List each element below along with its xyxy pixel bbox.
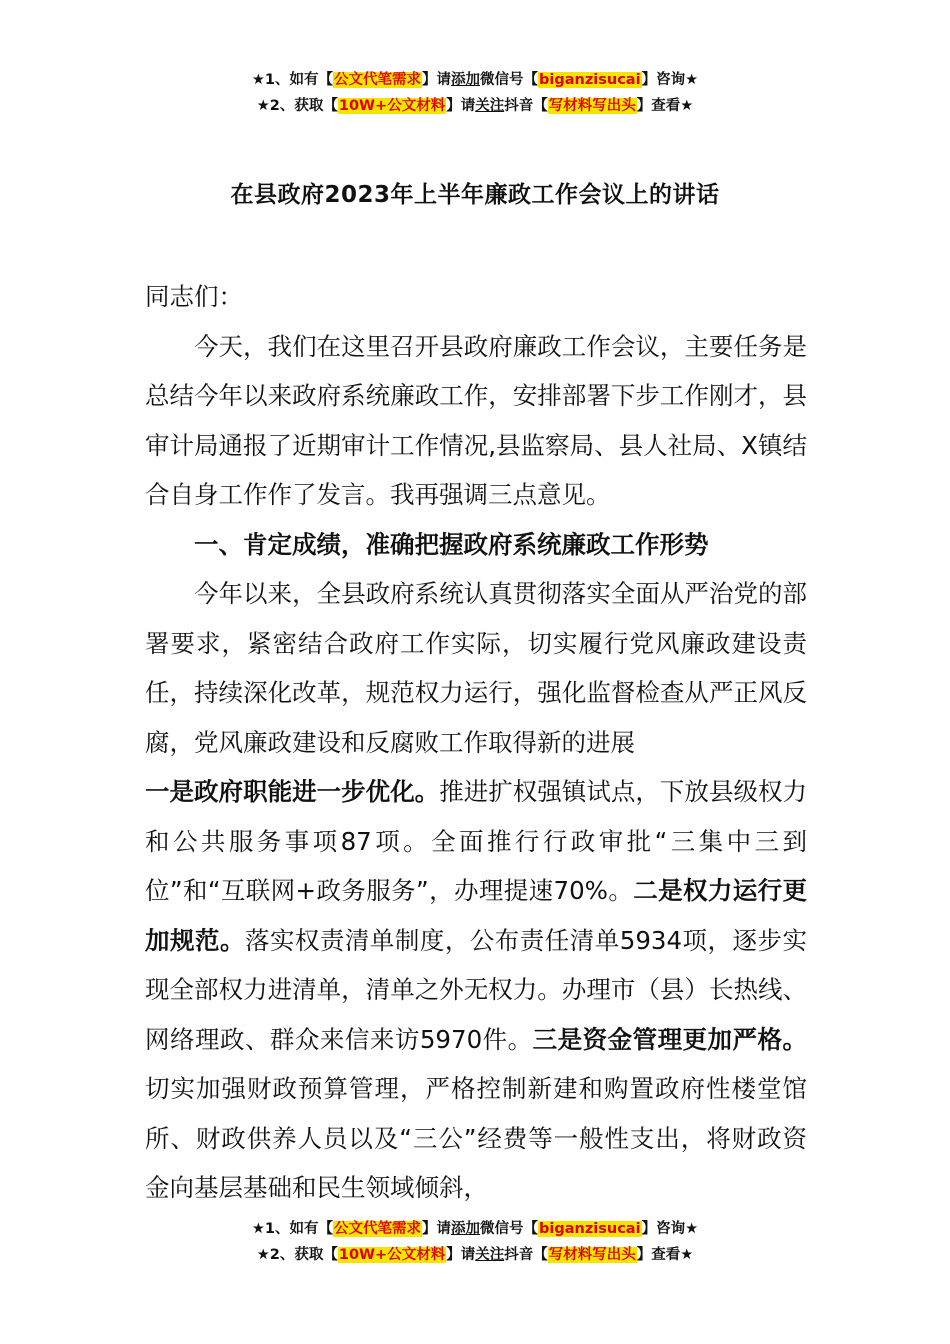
promo-text: ★1、如有【 [251,72,334,88]
promo-highlight: 写材料写出头 [548,1247,636,1263]
promo-underlined: 关注 [475,1247,505,1263]
promo-highlight: biganzisucai [539,1221,641,1237]
point-2-text: 落实权责清单制度，公布责任清单5934项，逐步实现全部权力进清单，清单之外无权力。办理市（县）长热线、网络理政、群众来信来访5970件。 [145,925,808,1054]
promo-text: 】咨询★ [641,1221,699,1237]
promo-text: 微信号【 [480,1221,539,1237]
promo-notice-top [0,67,950,119]
promo-underlined: 添加 [451,1221,481,1237]
promo-highlight: 10W+公文材料 [338,98,446,114]
promo-notice-bottom [0,1216,950,1268]
promo-line-1 [0,1216,950,1242]
point-3-heading: 三是资金管理更加严格。 [532,1024,807,1054]
promo-line-2 [0,93,950,119]
section-heading: 一、肯定成绩，准确把握政府系统廉政工作形势 [194,529,709,559]
promo-underlined: 关注 [475,98,505,114]
intro-paragraph: 今天，我们在这里召开县政府廉政工作会议，主要任务是总结今年以来政府系统廉政工作，安排部署下步工作刚才，县审计局通报了近期审计工作情况,县监察局、县人社局、X镇结合自身工作作了发言。我再强调三点意见。 [145,331,807,509]
promo-line-1 [0,67,950,93]
promo-line-2 [0,1242,950,1268]
promo-highlight: 公文代笔需求 [334,72,422,88]
promo-text: 】请 [446,1247,476,1263]
document-body [145,272,807,1213]
promo-highlight: biganzisucai [539,72,641,88]
promo-text: 抖音【 [504,98,548,114]
promo-text: 】咨询★ [641,72,699,88]
promo-text: 】请 [422,1221,452,1237]
promo-underlined: 添加 [451,72,481,88]
promo-text: 】请 [446,98,476,114]
promo-text: 】请 [422,72,452,88]
promo-highlight: 10W+公文材料 [338,1247,446,1263]
promo-text: ★1、如有【 [251,1221,334,1237]
promo-text: 】查看★ [636,1247,694,1263]
promo-text: ★2、获取【 [256,1247,338,1263]
point-1-heading: 一是政府职能进一步优化。 [145,777,440,806]
salutation: 同志们： [145,282,243,311]
paragraph-2 [145,767,807,1213]
promo-text: 抖音【 [504,1247,548,1263]
promo-text: 微信号【 [480,72,539,88]
paragraph-1: 今年以来，全县政府系统认真贯彻落实全面从严治党的部署要求，紧密结合政府工作实际，切实履行党风廉政建设责任，持续深化改革，规范权力运行，强化监督检查从严正风反腐，党风廉政建设和反腐败工作取得新的进展 [145,579,807,757]
point-1-text: 推进扩权强镇试点，下放县级权力和公共服务事项87项。全面推行行政审批“三集中三到位”和“互联网+政务服务”，办理提速70%。 [145,777,808,905]
promo-highlight: 公文代笔需求 [334,1221,422,1237]
promo-text: 】查看★ [636,98,694,114]
promo-text: ★2、获取【 [256,98,338,114]
promo-highlight: 写材料写出头 [548,98,636,114]
point-3-text: 切实加强财政预算管理，严格控制新建和购置政府性楼堂馆所、财政供养人员以及“三公”经费等一般性支出，将财政资金向基层基础和民生领域倾斜， [145,1074,807,1202]
point-2-heading: 二是权力运行更加规范。 [145,876,808,955]
document-title: 在县政府2023年上半年廉政工作会议上的讲话 [230,182,720,208]
